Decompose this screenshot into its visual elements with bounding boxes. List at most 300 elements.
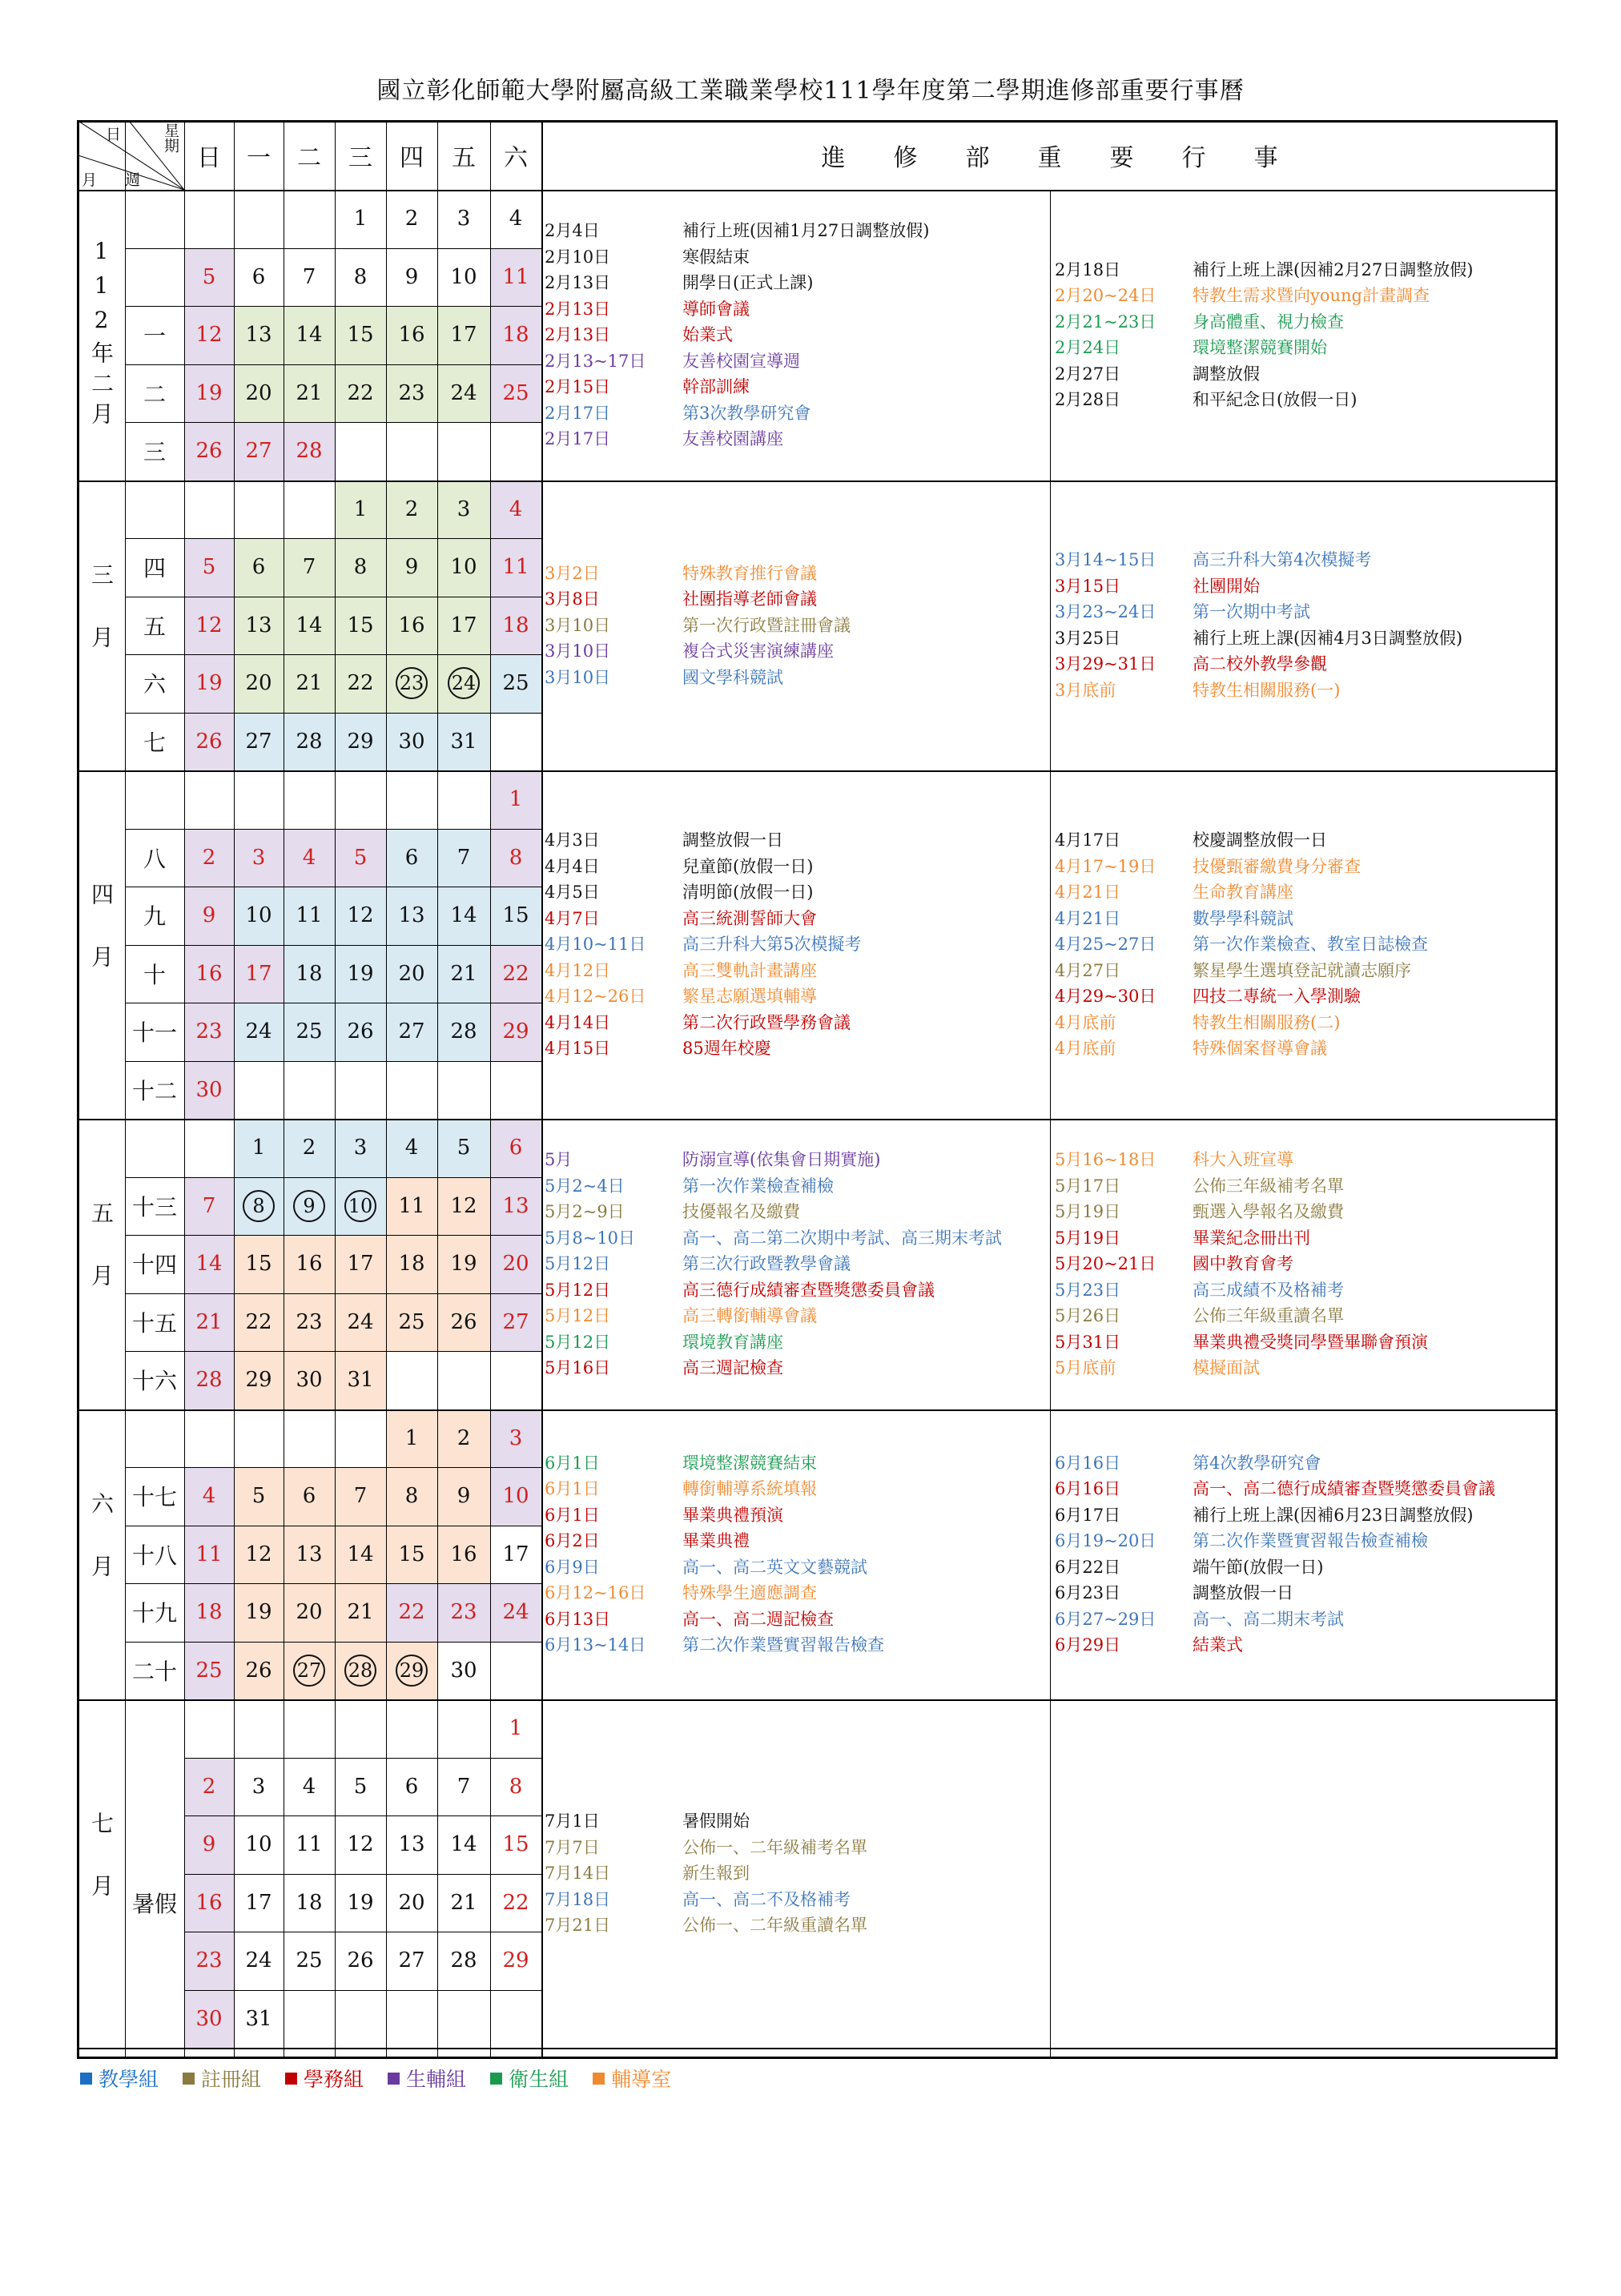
calendar-day	[335, 770, 386, 829]
event-item	[545, 1808, 867, 1835]
day-number	[234, 713, 284, 771]
day-number	[490, 1699, 541, 1758]
day-number-text: 18	[296, 1890, 323, 1915]
calendar-day	[184, 1874, 234, 1932]
day-number-text: 24	[450, 380, 477, 405]
day-number-text: 13	[502, 1193, 529, 1218]
event-date: 3月2日	[545, 563, 600, 583]
day-number	[335, 1758, 386, 1816]
day-number	[490, 945, 541, 1003]
event-date: 3月8日	[545, 589, 600, 609]
calendar-day	[335, 1003, 386, 1061]
day-number-text: 7	[457, 1774, 471, 1799]
event-item	[1055, 599, 1462, 625]
day-number	[335, 1351, 386, 1409]
day-number-text: 3	[457, 207, 471, 231]
day-number-text: 9	[202, 903, 216, 928]
day-number-text: 16	[195, 1890, 223, 1915]
event-item	[1055, 958, 1428, 984]
day-number	[184, 713, 234, 771]
day-number-text: 25	[195, 1658, 223, 1683]
day-number	[490, 1177, 541, 1236]
event-item	[545, 586, 851, 613]
day-number-text: 12	[347, 903, 374, 928]
event-text: 防溺宣導(依集會日期實施)	[682, 1150, 881, 1169]
day-number	[184, 248, 234, 307]
event-text: 補行上班上課(因補6月23日調整放假)	[1193, 1505, 1474, 1525]
event-text: 科大入班宣導	[1193, 1150, 1293, 1169]
day-number	[335, 481, 386, 539]
week-number: 十九	[131, 1600, 177, 1627]
event-date: 3月25日	[1055, 628, 1121, 648]
day-number-text: 25	[296, 1019, 323, 1044]
day-number-text: 10	[450, 264, 477, 289]
event-text: 畢業典禮	[682, 1531, 750, 1551]
day-number-text: 1	[404, 1425, 419, 1450]
day-number-text: 7	[457, 845, 471, 870]
day-number	[490, 887, 541, 945]
legend-item	[593, 2064, 671, 2093]
event-text: 甄選入學報名及繳費	[1193, 1202, 1344, 1221]
day-number	[386, 1003, 437, 1061]
day-number	[386, 1758, 437, 1816]
calendar-day	[335, 190, 386, 248]
event-item	[1055, 361, 1473, 388]
day-number-text: 18	[502, 613, 529, 637]
event-text: 第二次作業暨實習報告檢查補檢	[1193, 1531, 1428, 1551]
day-number-text: 14	[347, 1542, 374, 1566]
calendar-day	[284, 1758, 335, 1816]
day-number	[184, 829, 234, 887]
event-date: 5月底前	[1055, 1358, 1116, 1377]
day-number-text: 23	[195, 1019, 223, 1044]
day-number-text: 14	[450, 903, 477, 928]
calendar-day	[234, 1061, 284, 1120]
event-text: 結業式	[1193, 1635, 1243, 1655]
day-number-text: 17	[502, 1542, 529, 1566]
calendar-day	[234, 887, 284, 945]
event-date: 6月2日	[545, 1531, 600, 1551]
dow-header: 三	[348, 143, 372, 172]
calendar-day	[284, 1874, 335, 1932]
day-number	[184, 770, 234, 829]
day-number	[437, 1003, 490, 1061]
calendar-day	[234, 190, 284, 248]
day-number	[284, 829, 335, 887]
event-item	[545, 879, 861, 906]
calendar-day	[386, 1526, 437, 1584]
day-number	[490, 829, 541, 887]
day-number	[386, 481, 437, 539]
day-number	[184, 1409, 234, 1468]
day-number	[386, 1235, 437, 1293]
calendar-day	[184, 1293, 234, 1352]
calendar-day	[437, 1119, 490, 1177]
calendar-day	[284, 248, 335, 307]
day-number	[184, 597, 234, 655]
day-number	[335, 713, 386, 771]
day-number	[490, 1758, 541, 1816]
calendar-day	[490, 1815, 541, 1874]
event-date: 6月27~29日	[1055, 1609, 1156, 1629]
day-number	[234, 1932, 284, 1990]
day-number	[284, 364, 335, 423]
day-number-text: 30	[296, 1368, 323, 1393]
day-number	[386, 1061, 437, 1120]
day-number-text: 16	[450, 1542, 477, 1566]
event-text: 始業式	[682, 325, 733, 344]
day-number	[184, 1874, 234, 1932]
day-number	[490, 248, 541, 307]
event-item	[1055, 309, 1473, 336]
day-number	[437, 1177, 490, 1236]
month-label-text: 六月	[88, 1491, 115, 1617]
event-text: 補行上班(因補1月27日調整放假)	[682, 221, 930, 240]
day-number	[284, 190, 335, 248]
event-item	[1055, 573, 1462, 600]
event-text: 社團開始	[1193, 576, 1260, 596]
day-number-text: 12	[195, 323, 223, 348]
day-number-text: 21	[195, 1309, 223, 1334]
grid-line	[77, 481, 1558, 482]
event-text: 高三升科大第5次模擬考	[682, 935, 862, 955]
day-number-text: 7	[202, 1193, 216, 1218]
day-number	[437, 1874, 490, 1932]
event-item	[545, 1225, 1002, 1252]
event-text: 暑假開始	[682, 1811, 750, 1832]
day-number-text: 31	[245, 2006, 272, 2031]
day-number	[234, 1235, 284, 1293]
day-number-text: 1	[353, 207, 368, 231]
day-number	[184, 1932, 234, 1990]
day-number-text: 27	[502, 1309, 529, 1334]
event-item	[1055, 1502, 1495, 1529]
calendar-day	[335, 1119, 386, 1177]
calendar-day	[335, 306, 386, 364]
day-number-text: 13	[245, 613, 272, 637]
week-number	[125, 1119, 184, 1177]
event-date: 2月17日	[545, 403, 611, 423]
grid-line	[437, 120, 438, 2059]
calendar-day	[284, 1467, 335, 1526]
grid-line	[77, 1699, 1558, 1701]
grid-line	[184, 1815, 541, 1816]
grid-line	[125, 713, 541, 714]
event-item	[1055, 1632, 1495, 1659]
day-number-text: 3	[509, 1425, 523, 1450]
calendar-day	[284, 1003, 335, 1061]
dow-header: 四	[400, 143, 424, 172]
day-number	[234, 654, 284, 713]
day-number	[490, 654, 541, 713]
event-date: 6月12~16日	[545, 1583, 646, 1603]
calendar-day	[335, 713, 386, 771]
day-number	[386, 1583, 437, 1642]
day-number-text: 26	[195, 439, 223, 464]
event-date: 5月2~4日	[545, 1176, 625, 1196]
day-number-text: 9	[404, 264, 419, 289]
week-number: 十	[143, 961, 166, 988]
calendar-day	[234, 597, 284, 655]
event-date: 5月31日	[1055, 1332, 1121, 1352]
event-date: 4月15日	[545, 1039, 611, 1059]
day-number-text: 29	[347, 729, 374, 754]
grid-line	[77, 120, 1558, 123]
grid-line	[184, 1874, 541, 1875]
event-item	[1055, 1450, 1495, 1477]
event-date: 2月13日	[545, 273, 611, 292]
day-number	[490, 1526, 541, 1584]
day-number-text: 13	[398, 1832, 425, 1857]
calendar-day	[234, 1815, 284, 1874]
day-number-text: 20	[245, 380, 272, 405]
day-number	[490, 190, 541, 248]
day-number	[490, 1874, 541, 1932]
calendar-day	[490, 306, 541, 364]
legend-label: 學務組	[304, 2068, 364, 2091]
day-number	[490, 422, 541, 481]
day-number-text: 14	[450, 1832, 477, 1857]
corner-weekday: 星期	[162, 123, 179, 153]
day-number	[234, 1467, 284, 1526]
calendar-day	[184, 887, 234, 945]
day-number	[284, 770, 335, 829]
calendar-day	[490, 770, 541, 829]
day-number-text: 19	[195, 671, 223, 696]
event-date: 6月19~20日	[1055, 1531, 1156, 1551]
event-item	[545, 296, 929, 323]
day-number	[437, 481, 490, 539]
calendar-day	[184, 190, 234, 248]
vacation-label: 暑假	[131, 1890, 177, 1917]
event-item	[545, 348, 929, 375]
calendar-day	[490, 1758, 541, 1816]
day-number	[234, 1990, 284, 2049]
event-item	[1055, 1225, 1428, 1252]
calendar-day	[437, 1526, 490, 1584]
grid-line	[125, 1061, 541, 1062]
day-number	[386, 770, 437, 829]
event-text: 四技二專統一入學測驗	[1193, 987, 1361, 1007]
day-number-text: 21	[450, 961, 477, 986]
event-item	[545, 1329, 1002, 1356]
calendar-day	[335, 1235, 386, 1293]
calendar-day	[437, 1699, 490, 1758]
week-number: 七	[143, 729, 166, 756]
day-number	[284, 713, 335, 771]
week-number: 十五	[131, 1309, 177, 1337]
event-date: 5月12日	[545, 1280, 611, 1300]
calendar-day	[234, 1526, 284, 1584]
event-item	[1055, 1147, 1428, 1173]
day-number	[335, 1874, 386, 1932]
day-number	[437, 1061, 490, 1120]
event-date: 2月17日	[545, 429, 611, 448]
calendar-day	[490, 654, 541, 713]
event-date: 4月5日	[545, 883, 600, 903]
event-text: 高二校外教學參觀	[1193, 654, 1327, 674]
day-number	[335, 1583, 386, 1642]
grid-line	[125, 1467, 541, 1468]
legend-label: 生輔組	[406, 2068, 467, 2091]
day-number-text: 16	[398, 323, 425, 348]
event-item	[1055, 1528, 1495, 1554]
event-text: 第一次期中考試	[1193, 602, 1310, 622]
event-date: 4月10~11日	[545, 935, 646, 955]
day-number	[284, 538, 335, 597]
day-number	[437, 190, 490, 248]
event-item	[1055, 283, 1473, 309]
event-text: 身高體重、視力檢查	[1193, 312, 1344, 332]
calendar-day	[284, 481, 335, 539]
day-number-text: 31	[347, 1368, 374, 1393]
event-item	[1055, 1355, 1428, 1381]
calendar-day	[437, 1061, 490, 1120]
day-number	[335, 422, 386, 481]
event-text: 畢業典禮受獎同學暨畢聯會預演	[1193, 1332, 1428, 1352]
day-number	[386, 1351, 437, 1409]
event-date: 3月29~31日	[1055, 654, 1156, 674]
calendar-day	[386, 713, 437, 771]
events-left-column	[545, 1147, 1002, 1381]
calendar-day	[234, 1235, 284, 1293]
month-label-text: 112年二月	[88, 237, 115, 432]
grid-line	[125, 306, 541, 307]
event-text: 轉銜輔導系統填報	[682, 1479, 817, 1499]
calendar-day	[184, 422, 234, 481]
event-date: 5月12日	[545, 1332, 611, 1352]
event-text: 高一、高二德行成績審查暨獎懲委員會議	[1193, 1479, 1495, 1499]
grid-line	[125, 1293, 541, 1294]
event-text: 公佈一、二年級重讀名單	[682, 1916, 867, 1936]
events-left-column	[545, 1808, 867, 1939]
event-date: 3月15日	[1055, 576, 1121, 596]
calendar-day	[335, 1061, 386, 1120]
calendar-day	[284, 1583, 335, 1642]
week-number	[125, 770, 184, 829]
dow-header: 二	[297, 143, 321, 172]
calendar-day	[234, 306, 284, 364]
day-number	[437, 829, 490, 887]
day-number	[335, 1235, 386, 1293]
event-date: 4月7日	[545, 908, 600, 928]
calendar-day	[490, 1526, 541, 1584]
day-number-text: 13	[245, 323, 272, 348]
day-number-text: 23	[195, 1948, 223, 1973]
calendar-day	[490, 1003, 541, 1061]
calendar-day	[490, 1061, 541, 1120]
day-number-text: 19	[245, 1600, 272, 1625]
day-number-text: 18	[296, 961, 323, 986]
calendar-day	[234, 1758, 284, 1816]
week-number: 十二	[131, 1077, 177, 1104]
calendar-day	[184, 1642, 234, 1700]
day-number-text: 10	[344, 1190, 376, 1222]
calendar-day	[490, 190, 541, 248]
day-number	[234, 190, 284, 248]
grid-line	[386, 120, 387, 2059]
calendar-day	[490, 1409, 541, 1468]
event-date: 6月22日	[1055, 1557, 1121, 1577]
event-item	[545, 854, 861, 880]
calendar-day	[386, 1003, 437, 1061]
calendar-day	[184, 1990, 234, 2049]
day-number-text: 14	[296, 323, 323, 348]
event-item	[545, 1554, 884, 1581]
event-item	[1055, 1199, 1428, 1225]
day-number-text: 28	[450, 1948, 477, 1973]
day-number	[437, 713, 490, 771]
event-text: 補行上班上課(因補2月27日調整放假)	[1193, 259, 1474, 279]
day-number-text: 8	[509, 1774, 523, 1799]
day-number	[335, 1119, 386, 1177]
day-number	[386, 190, 437, 248]
calendar-day	[335, 481, 386, 539]
day-number-text: 7	[302, 555, 316, 580]
week-number: 二十	[131, 1658, 177, 1685]
day-number	[437, 248, 490, 307]
grid-line	[1050, 190, 1051, 2059]
day-number-text: 3	[457, 497, 471, 521]
day-number	[335, 248, 386, 307]
event-item	[545, 244, 929, 271]
event-date: 3月14~15日	[1055, 550, 1156, 570]
calendar-day	[437, 364, 490, 423]
day-number-text: 24	[448, 667, 480, 699]
calendar-day	[437, 1758, 490, 1816]
month-label	[77, 1699, 125, 2048]
day-number	[386, 829, 437, 887]
calendar-day	[490, 887, 541, 945]
day-number	[335, 306, 386, 364]
day-number-text: 28	[195, 1368, 223, 1393]
day-number	[234, 1177, 284, 1236]
day-number	[284, 1467, 335, 1526]
corner-month: 月	[82, 171, 98, 189]
calendar-day	[490, 1119, 541, 1177]
day-number	[184, 1699, 234, 1758]
calendar-day	[234, 1699, 284, 1758]
day-number-text: 5	[353, 1774, 368, 1799]
day-number	[184, 1177, 234, 1236]
calendar-day	[437, 1177, 490, 1236]
day-number	[284, 1990, 335, 2049]
day-number-text: 6	[251, 264, 266, 289]
calendar-day	[184, 248, 234, 307]
day-number-text: 27	[398, 1019, 425, 1044]
calendar-day	[386, 481, 437, 539]
events-right-column	[1055, 827, 1428, 1062]
week-number: 十八	[131, 1542, 177, 1569]
day-number-text: 15	[502, 1832, 529, 1857]
grid-line	[77, 1409, 1558, 1411]
calendar-day	[284, 1526, 335, 1584]
event-text: 高一、高二週記檢查	[682, 1609, 834, 1629]
day-number-text: 28	[296, 439, 323, 464]
day-number-text: 26	[245, 1658, 272, 1683]
corner-day: 日	[106, 126, 122, 143]
day-number	[234, 1119, 284, 1177]
day-number-text: 21	[296, 380, 323, 405]
event-item	[545, 1835, 867, 1861]
calendar-day	[437, 422, 490, 481]
grid-line	[125, 422, 541, 423]
event-text: 清明節(放假一日)	[682, 883, 814, 903]
event-text: 高一、高二英文文藝競試	[682, 1557, 867, 1577]
event-item	[1055, 1554, 1495, 1581]
event-date: 4月3日	[545, 830, 600, 850]
calendar-day	[437, 481, 490, 539]
